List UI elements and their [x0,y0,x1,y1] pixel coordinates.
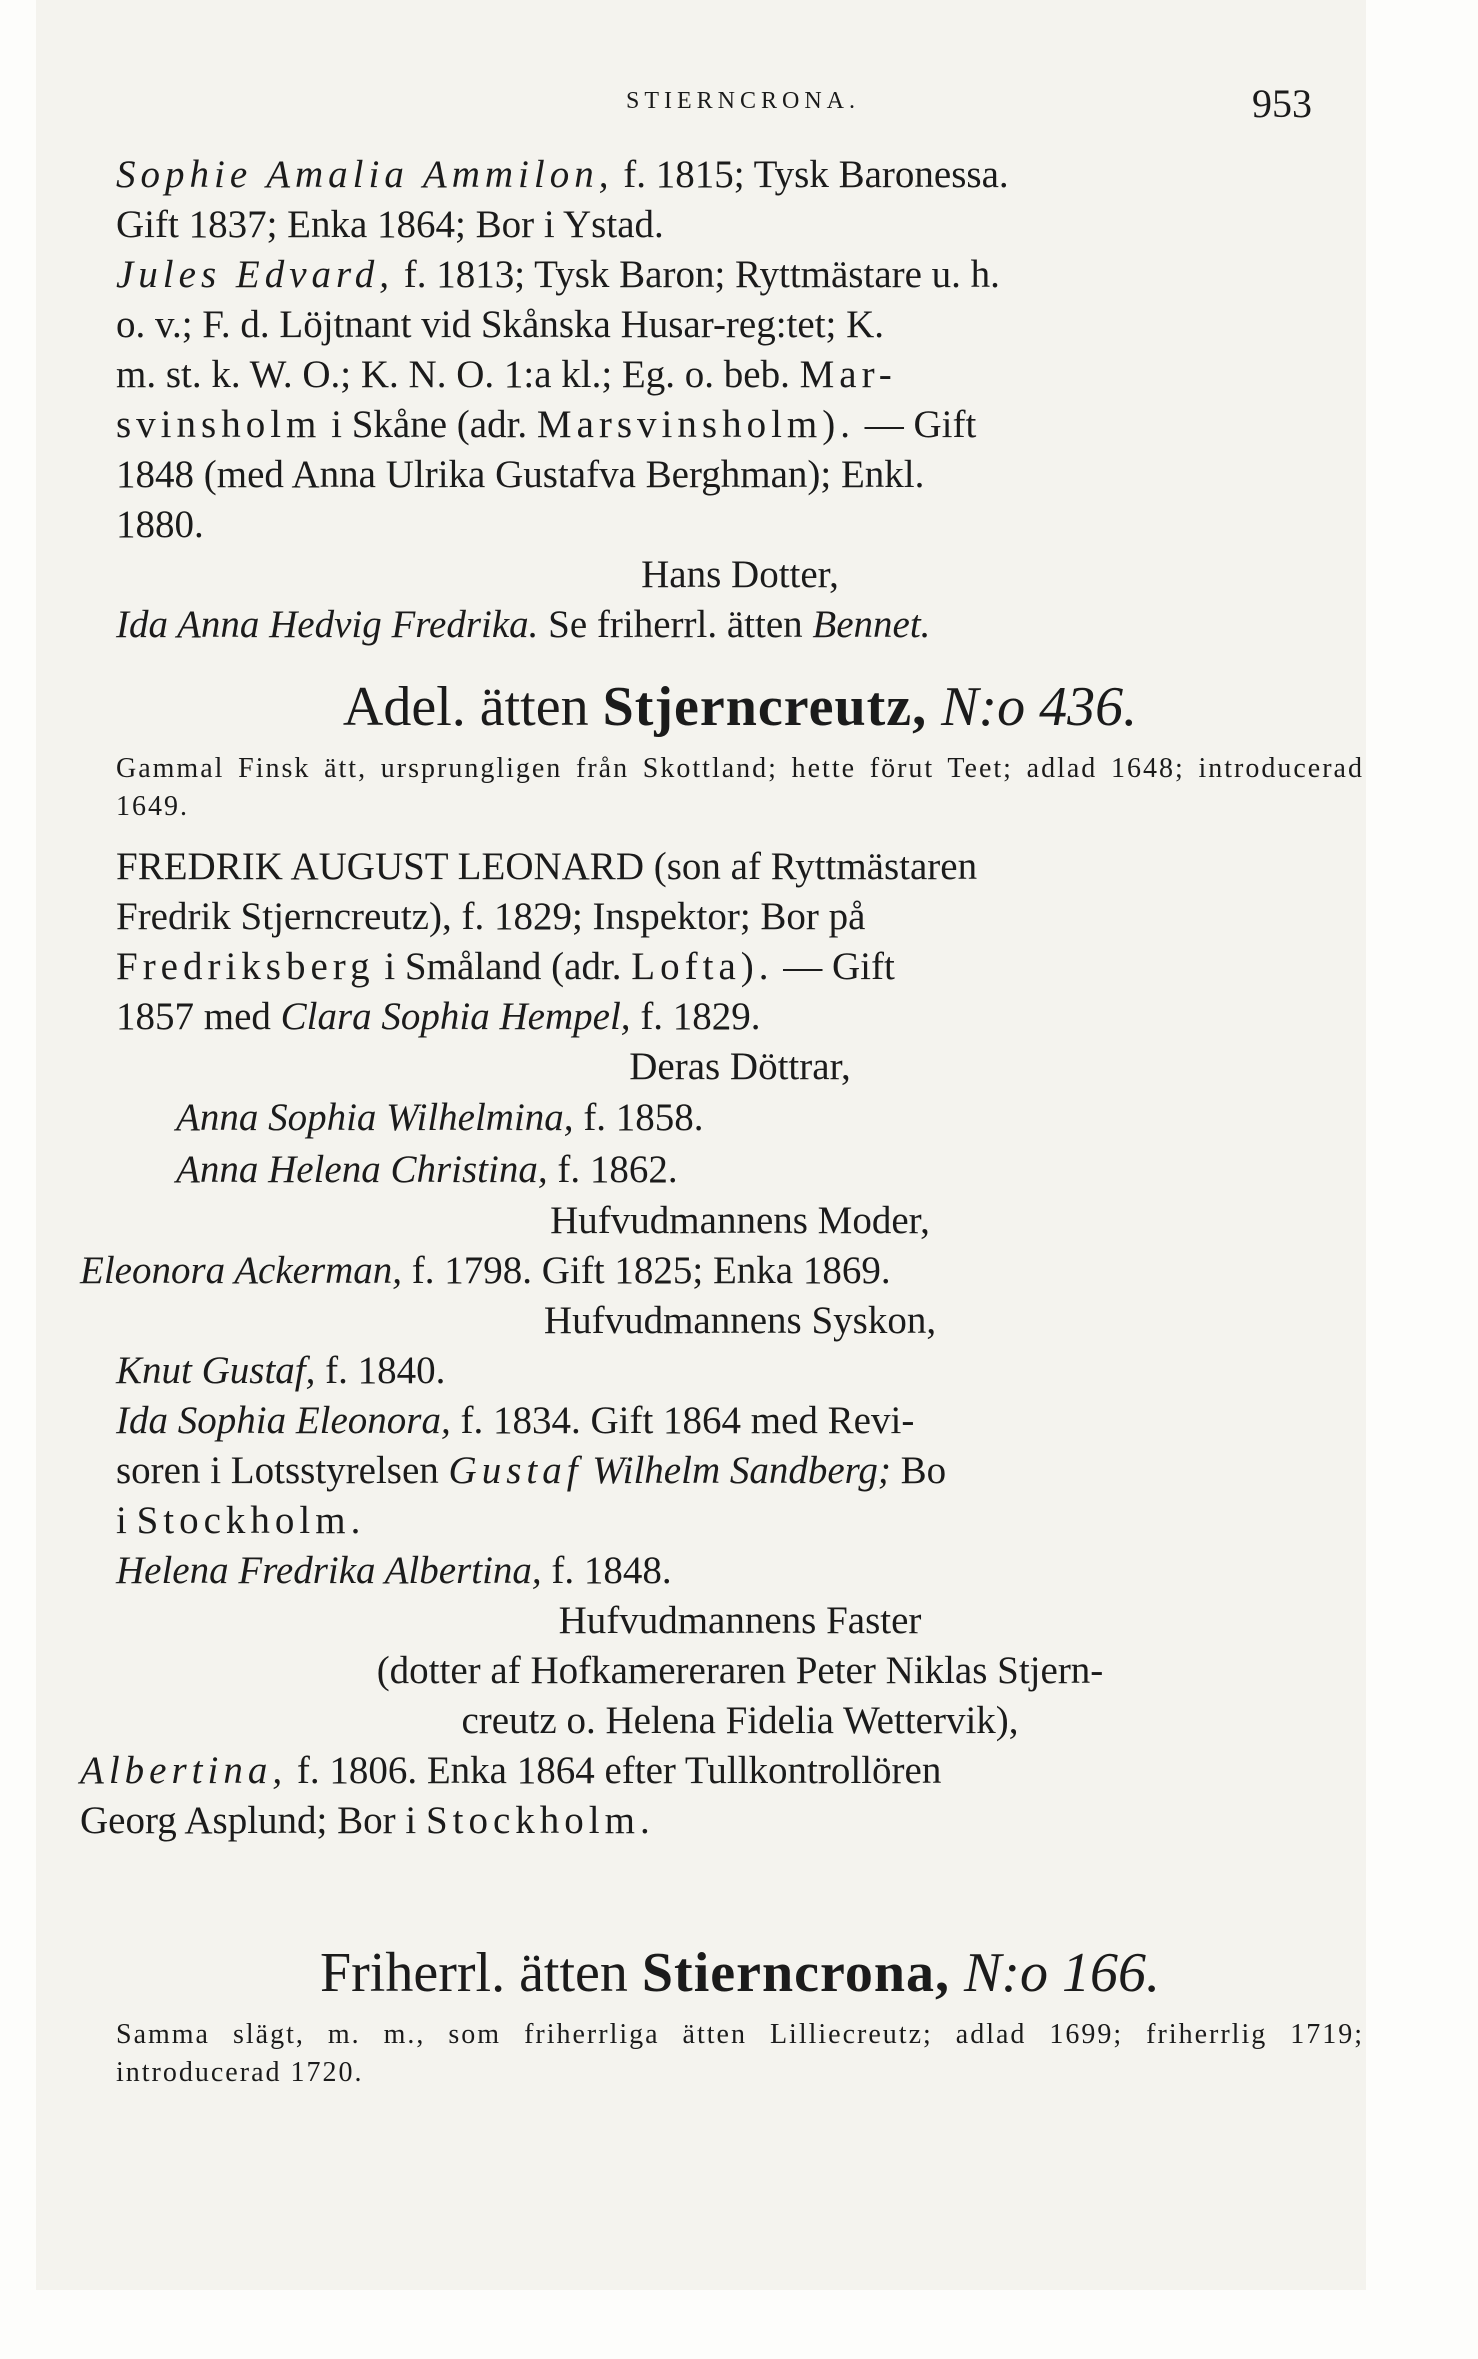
entry-sophie [116,150,1364,250]
person-info: f. 1813; Tysk Baron; Ryttmästare u. h. [403,253,1000,296]
person-name: Ida Anna Hedvig Fredrika. [116,603,539,646]
person-info: Bo [900,1449,947,1492]
running-head: STIERNCRONA. [626,88,861,114]
page-number: 953 [1252,81,1312,126]
person-info: f. 1829. [640,995,761,1038]
person-info: — Gift [783,945,895,988]
person-info: f. 1815; Tysk Baronessa. [623,153,1009,196]
person-info: f. 1834. Gift 1864 med Revi- [460,1399,915,1442]
person-info: i Småland (adr. [384,945,622,988]
family-title [116,1938,1364,2008]
aunt-parentage: (dotter af Hofkamereraren Peter Niklas Stjern- [376,1649,1104,1692]
person-info: f. 1862. [557,1148,678,1191]
section-heading: Hans Dotter, [641,553,839,596]
spouse-name: Clara Sophia Hempel, [280,995,631,1038]
place-name: Stockholm. [136,1499,366,1542]
person-name: Albertina, [80,1749,288,1792]
entry-mother [80,1246,1364,1296]
person-name: Eleonora Ackerman, [80,1249,403,1292]
person-name: Knut Gustaf, [116,1349,316,1392]
person-info: 1848 (med Anna Ulrika Gustafva Berghman); Enkl. [116,453,925,496]
entry-ida-sandberg [116,1396,1364,1546]
person-info: o. v.; F. d. Löjtnant vid Skånska Husar-reg:tet; K. [116,303,885,346]
place-name: Stockholm. [425,1799,655,1842]
spouse-name: Wilhelm Sandberg; [592,1449,891,1492]
person-info: m. st. k. W. O.; K. N. O. 1:a kl.; Eg. o. beb. [116,353,790,396]
family-rank: Adel. ätten [342,676,589,738]
entry-helena [116,1546,1364,1596]
person-name: FREDRIK AUGUST LEONARD [116,845,644,888]
person-name: Ida Sophia Eleonora, [116,1399,451,1442]
family-name: Stjerncreutz, [602,676,928,738]
person-info: i Skåne (adr. [331,403,528,446]
person-info: i [116,1499,127,1542]
person-info: (son af Ryttmästaren [653,845,978,888]
section-gap [116,1846,1364,1916]
entry-knut [116,1346,1364,1396]
family-number: N:o 436. [941,676,1138,738]
person-info: f. 1840. [325,1349,446,1392]
entry-albertina [80,1746,1364,1846]
family-rank: Friherrl. ätten [320,1942,628,2004]
person-name: Anna Sophia Wilhelmina, [176,1096,574,1139]
section-heading: Hufvudmannens Faster [558,1599,922,1642]
person-info: f. 1806. Enka 1864 efter Tullkontrollören [296,1749,942,1792]
person-info: — Gift [864,403,977,446]
family-number: N:o 166. [963,1942,1160,2004]
person-info: Gift 1837; Enka 1864; Bor i Ystad. [116,203,664,246]
entry-jules [116,250,1364,550]
section-heading: Deras Döttrar, [629,1045,851,1088]
place-name: Marsvinsholm). [536,403,855,446]
place-name: Fredriksberg [116,945,375,988]
daughter-entry [116,1092,1364,1144]
person-name: Helena Fredrika Albertina, [116,1549,542,1592]
page-header [116,80,1364,150]
text-column [80,80,1364,2108]
section-heading: Hufvudmannens Syskon, [543,1299,937,1342]
person-info: Fredrik Stjerncreutz), f. 1829; Inspektor; Bor på [116,895,866,938]
family-intro: Samma slägt, m. m., som friherrliga ätten Lilliecreutz; adlad 1699; friherrlig 1719; introducerad 1720. [116,2019,1364,2088]
daughter-entry [116,1144,1364,1196]
person-info: f. 1848. [551,1549,672,1592]
person-info: f. 1858. [583,1096,704,1139]
place-name: Mar- [799,353,897,396]
person-info: f. 1798. Gift 1825; Enka 1869. [411,1249,891,1292]
person-info: soren i Lotsstyrelsen [116,1449,439,1492]
spouse-name: Gustaf [448,1449,583,1492]
aunt-parentage: creutz o. Helena Fidelia Wettervik), [461,1699,1019,1742]
place-name: svinsholm [116,403,322,446]
entry-head-of-family [116,842,1364,1042]
person-info: Georg Asplund; Bor i [80,1799,417,1842]
person-info: 1880. [116,503,204,546]
person-name: Anna Helena Christina, [176,1148,548,1191]
family-intro: Gammal Finsk ätt, ursprungligen från Skottland; hette förut Teet; adlad 1648; introducerad 1649. [116,753,1364,822]
section-heading: Hufvudmannens Moder, [550,1199,930,1242]
cross-reference: Bennet. [812,603,931,646]
person-info: 1857 med [116,995,271,1038]
family-name: Stierncrona, [641,1942,950,2004]
person-name: Sophie Amalia Ammilon, [116,153,614,196]
family-title [116,672,1364,742]
entry-ida-bennet [116,600,1364,650]
person-name: Jules Edvard, [116,253,394,296]
person-info: Se friherrl. ätten [548,603,803,646]
place-name: Lofta). [631,945,774,988]
